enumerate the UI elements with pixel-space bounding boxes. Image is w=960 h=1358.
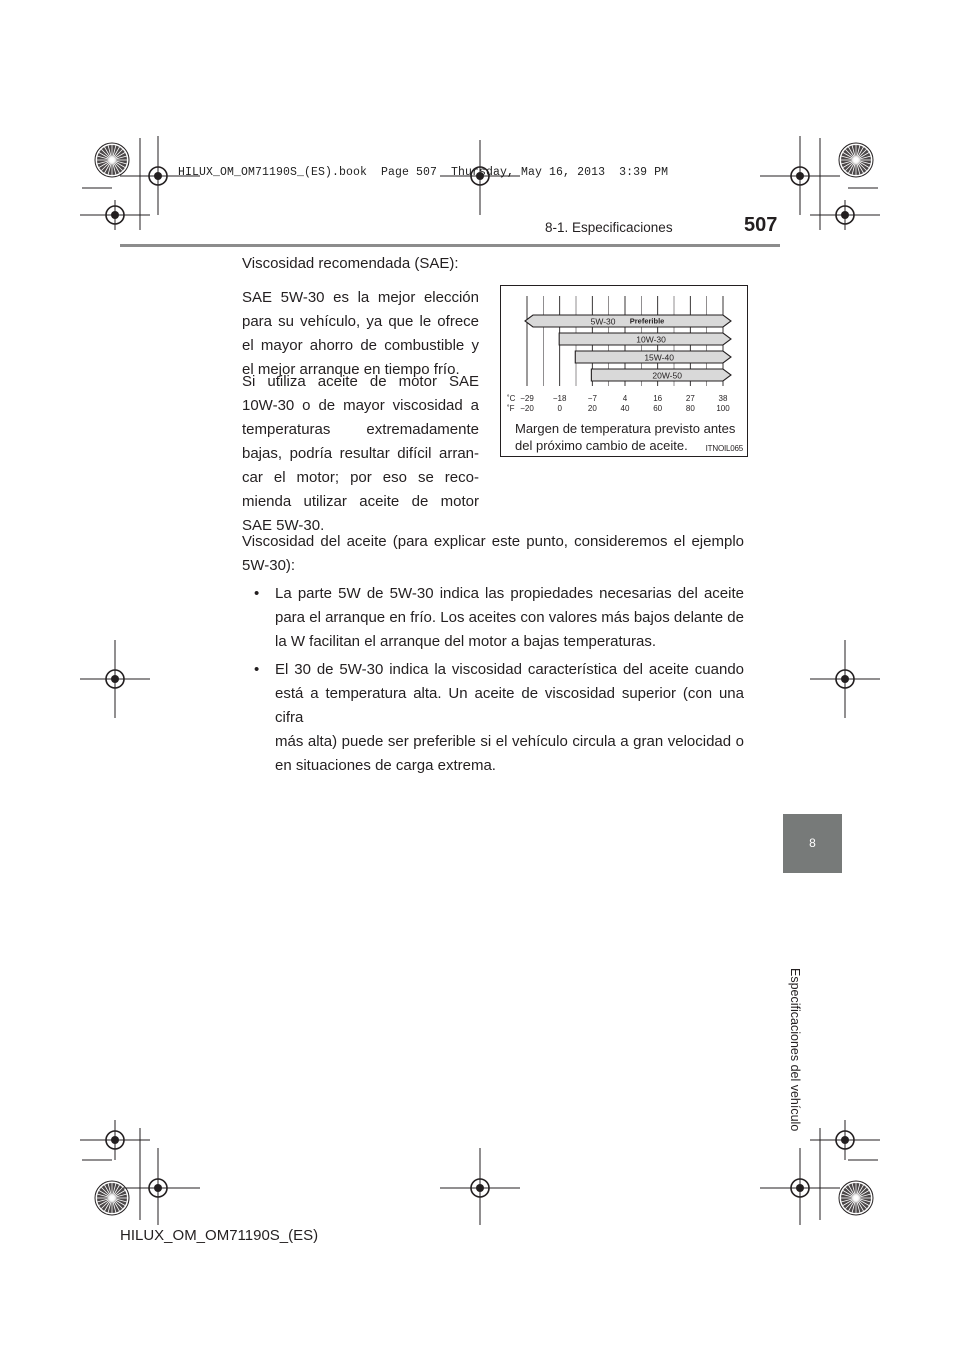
text-line: SAE 5W-30 es la mejor elección: [242, 289, 479, 306]
viscosity-temperature-figure: [500, 285, 748, 457]
celsius-tick: 38: [718, 394, 728, 403]
text-line: más alta) puede ser preferible si el vehículo circula a gran velocidad o: [275, 733, 744, 750]
paragraph-cold-warning: [242, 370, 479, 538]
celsius-axis-label: ˚C: [507, 394, 516, 403]
caption-line: del próximo cambio de aceite.: [515, 438, 688, 453]
text-line: temperaturas extremadamente: [242, 421, 479, 438]
paragraph-viscosity: [242, 530, 744, 578]
band-note: Preferible: [629, 316, 665, 326]
fahrenheit-tick: 0: [557, 404, 562, 413]
text-line: car el motor; por eso se reco-: [242, 469, 479, 486]
celsius-tick: −18: [552, 394, 567, 403]
celsius-tick: 27: [685, 394, 695, 403]
text-line: para su vehículo, ya que le ofrece: [242, 313, 479, 330]
paragraph-recommended: [242, 286, 479, 382]
fahrenheit-axis-label: ˚F: [507, 404, 515, 413]
text-line: el mayor ahorro de combustible y: [242, 337, 479, 354]
header-rule: [120, 244, 780, 247]
fahrenheit-tick: −20: [520, 404, 534, 413]
band-label: 10W-30: [636, 334, 666, 345]
footer-model-code: HILUX_OM_OM71190S_(ES): [120, 1227, 319, 1244]
text-line: Viscosidad del aceite (para explicar este punto, consideremos el ejemplo: [242, 533, 744, 550]
text-line: está a temperatura alta. Un aceite de viscosidad superior (con una cifra: [275, 685, 744, 726]
text-line: 5W-30):: [242, 557, 296, 574]
bullet-symbol: •: [254, 661, 260, 678]
chapter-tab: 8: [783, 814, 842, 873]
text-line: el mejor arranque en tiempo frío.: [242, 361, 460, 378]
text-line: para el arranque en frío. Los aceites con valores más bajos delante de: [275, 609, 744, 626]
section-heading: Viscosidad recomendada (SAE):: [242, 255, 459, 272]
bullet-item-high-temp: [254, 658, 744, 774]
bullet-item-cold-start: [254, 582, 744, 654]
text-line: El 30 de 5W-30 indica la viscosidad característica del aceite cuando: [275, 661, 744, 678]
figure-caption: [515, 420, 735, 454]
figure-code: ITNOIL065: [705, 444, 743, 453]
band-label: 5W-30: [590, 316, 616, 327]
fahrenheit-tick: 60: [653, 404, 663, 413]
fahrenheit-tick: 40: [620, 404, 630, 413]
chapter-title: Especificaciones del vehículo: [788, 968, 802, 1132]
text-line: Si utiliza aceite de motor SAE: [242, 373, 479, 390]
text-line: bajas, podría resultar difícil arran-: [242, 445, 479, 462]
page-number: 507: [744, 214, 778, 236]
band-label: 20W-50: [652, 370, 682, 381]
section-header: 8-1. Especificaciones: [545, 220, 673, 235]
text-line: la W facilitan el arranque del motor a bajas temperaturas.: [275, 633, 657, 650]
print-info-line: HILUX_OM_OM71190S_(ES).book Page 507 Thursday, May 16, 2013 3:39 PM: [178, 166, 669, 179]
celsius-tick: 4: [622, 394, 628, 403]
celsius-tick: −29: [520, 394, 534, 403]
text-line: en situaciones de carga extrema.: [275, 757, 496, 774]
celsius-tick: −7: [587, 394, 597, 403]
caption-line: Margen de temperatura previsto antes: [515, 421, 736, 436]
fahrenheit-tick: 80: [685, 404, 695, 413]
celsius-tick: 16: [653, 394, 663, 403]
text-line: 10W-30 o de mayor viscosidad a: [242, 397, 479, 414]
fahrenheit-tick: 20: [587, 404, 597, 413]
text-line: SAE 5W-30.: [242, 517, 325, 534]
text-line: mienda utilizar aceite de motor: [242, 493, 479, 510]
fahrenheit-tick: 100: [716, 404, 730, 413]
band-5w-30: [525, 315, 731, 327]
band-label: 15W-40: [644, 352, 674, 363]
bullet-symbol: •: [254, 585, 260, 602]
text-line: La parte 5W de 5W-30 indica las propiedades necesarias del aceite: [275, 585, 744, 602]
